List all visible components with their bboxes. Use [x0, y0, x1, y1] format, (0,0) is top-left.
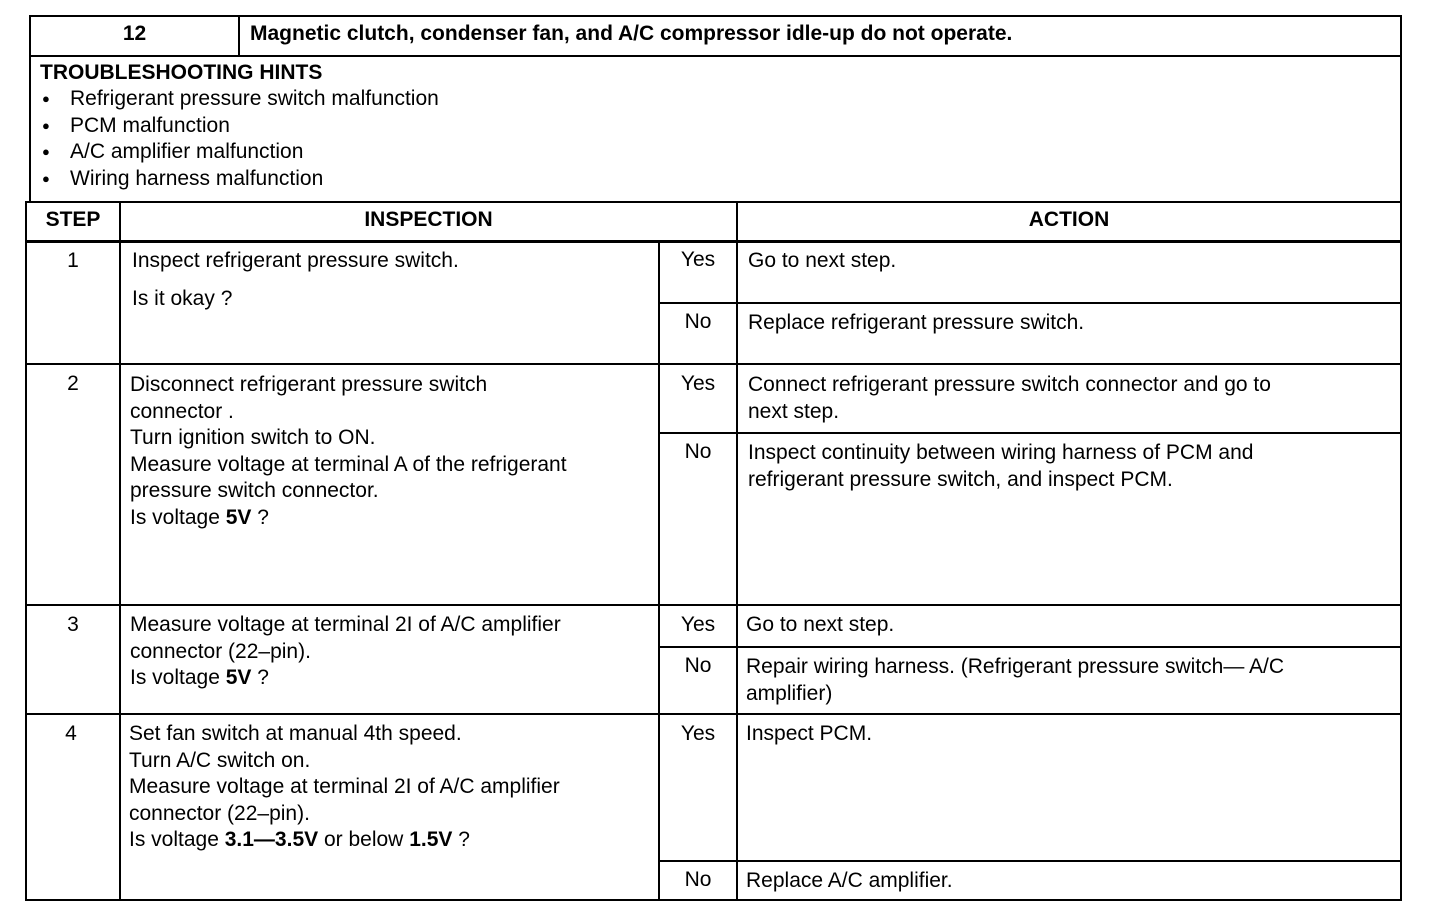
border-right — [1400, 15, 1402, 901]
voltage-threshold-value: 1.5V — [409, 828, 453, 851]
border-top — [29, 15, 1402, 17]
yes-label: Yes — [680, 372, 716, 395]
inspection-text: Inspect refrigerant pressure switch. — [132, 249, 459, 272]
column-header-inspection: INSPECTION — [364, 208, 493, 231]
inspection-text — [129, 721, 560, 854]
voltage-value: 5V — [225, 505, 252, 529]
step4-yes-no-rule — [658, 860, 1402, 862]
no-label: No — [684, 440, 712, 463]
step-number: 2 — [67, 372, 79, 395]
inspection-suffix: ? — [452, 828, 470, 851]
step2-bottom-rule — [25, 604, 1402, 606]
step3-yes-no-rule — [658, 646, 1402, 648]
inspection-suffix: ? — [251, 505, 269, 529]
column-header-bottom-rule — [25, 240, 1402, 243]
column-header-step: STEP — [45, 208, 101, 231]
inspection-yesno-divider — [658, 241, 660, 901]
action-no: Repair wiring harness. (Refrigerant pressure switch— A/C amplifier) — [746, 655, 1285, 705]
hint-item: ● Wiring harness malfunction — [40, 166, 439, 193]
hint-item: ● Refrigerant pressure switch malfunction — [40, 86, 439, 113]
action-no: Inspect continuity between wiring harness of PCM and refrigerant pressure switch, and inspect PCM. — [748, 441, 1254, 491]
inspection-body: Set fan switch at manual 4th speed. Turn A/C switch on. Measure voltage at terminal 2I of A/C amplifier connector (22–pin). Is voltage — [129, 722, 560, 851]
step2-yes-no-rule — [658, 432, 1402, 434]
hint-item: ● PCM malfunction — [40, 113, 439, 140]
header-title: Magnetic clutch, condenser fan, and A/C compressor idle-up do not operate. — [250, 22, 1013, 45]
voltage-value: 5V — [225, 666, 252, 689]
inspection-text — [130, 372, 567, 531]
inspection-question: Is it okay ? — [132, 287, 233, 310]
header-bottom-rule — [29, 55, 1402, 57]
no-label: No — [684, 654, 712, 677]
hints-bottom-rule — [25, 201, 1402, 203]
yes-label: Yes — [680, 722, 716, 745]
action-yes: Inspect PCM. — [746, 722, 873, 745]
step-number: 3 — [67, 613, 79, 636]
step3-bottom-rule — [25, 713, 1402, 715]
inspection-middle: or below — [318, 828, 410, 851]
hints-title: TROUBLESHOOTING HINTS — [40, 61, 323, 84]
yesno-action-divider — [736, 201, 738, 901]
action-yes: Go to next step. — [748, 249, 897, 272]
action-yes: Connect refrigerant pressure switch connector and go to next step. — [748, 373, 1271, 423]
action-yes: Go to next step. — [746, 613, 895, 636]
inspection-body: Disconnect refrigerant pressure switch connector . Turn ignition switch to ON. Measure voltage at terminal A of the refrigerant pressure switch connector. Is voltage — [130, 373, 567, 529]
inspection-body: Measure voltage at terminal 2I of A/C amplifier connector (22–pin). Is voltage — [130, 613, 561, 689]
hint-item: ● A/C amplifier malfunction — [40, 139, 439, 166]
border-bottom — [25, 899, 1402, 901]
no-label: No — [684, 868, 712, 891]
action-no: Replace A/C amplifier. — [746, 869, 953, 892]
step1-bottom-rule — [25, 363, 1402, 365]
inspection-text — [130, 612, 561, 692]
no-label: No — [684, 310, 712, 333]
column-header-action: ACTION — [1028, 208, 1110, 231]
inspection-suffix: ? — [251, 666, 269, 689]
header-number: 12 — [122, 22, 147, 45]
yes-label: Yes — [680, 248, 716, 271]
action-no: Replace refrigerant pressure switch. — [748, 311, 1085, 334]
step1-yes-no-rule — [658, 302, 1402, 304]
hints-list — [40, 86, 439, 192]
step-number: 4 — [65, 722, 77, 745]
step-column-divider — [119, 201, 121, 901]
border-left-lower — [25, 201, 27, 901]
voltage-range-value: 3.1—3.5V — [224, 828, 319, 851]
header-number-divider — [238, 15, 240, 56]
step-number: 1 — [67, 249, 79, 272]
yes-label: Yes — [680, 613, 716, 636]
